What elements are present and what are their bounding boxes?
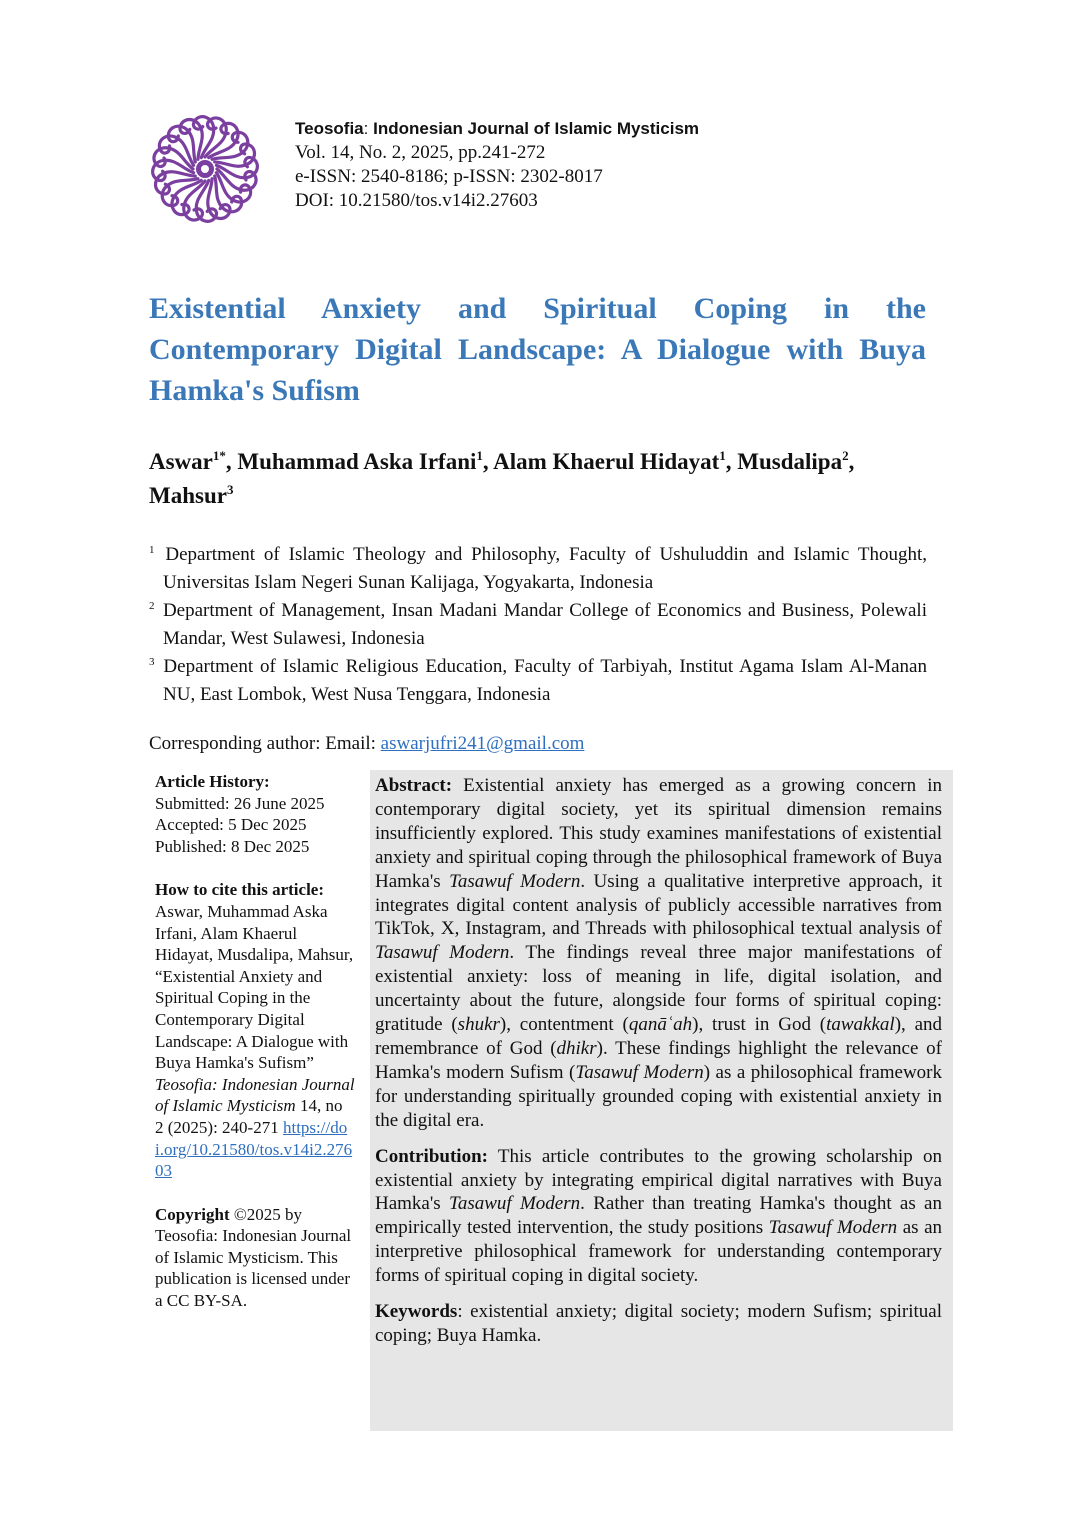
abstract-label: Abstract: bbox=[375, 775, 453, 796]
journal-volume: Vol. 14, No. 2, 2025, pp.241-272 bbox=[295, 142, 546, 163]
abstract-text: ), trust in God ( bbox=[692, 1014, 827, 1036]
keywords-text: : existential anxiety; digital society; modern Sufism; spiritual coping; Buya Hamka. bbox=[375, 1301, 942, 1346]
abstract-text: . Using a qualitative interpretive approach, it integrates digital content analysis of publicly accessible narratives from TikTok, X, Instagram, and Threads with philosophical textual analysis of bbox=[375, 870, 943, 940]
affiliation-item bbox=[149, 597, 927, 653]
author-name: Mahsur bbox=[149, 483, 227, 508]
author-name: Aswar bbox=[149, 449, 213, 474]
affiliation-text: Department of Islamic Theology and Philosophy, Faculty of Ushuluddin and Islamic Thought, Universitas Islam Negeri Sunan Kalijaga, Yogyakarta, Indonesia bbox=[163, 544, 927, 593]
abstract-italic: tawakkal bbox=[826, 1014, 895, 1036]
journal-doi: DOI: 10.21580/tos.v14i2.27603 bbox=[295, 190, 538, 211]
abstract-italic: Tasawuf Modern bbox=[575, 1061, 704, 1083]
abstract-italic: Tasawuf Modern bbox=[449, 870, 581, 892]
abstract-paragraph bbox=[375, 774, 942, 1133]
citation-heading: How to cite this article: bbox=[155, 880, 324, 900]
abstract-italic: dhikr bbox=[556, 1037, 597, 1059]
abstract-text: . The findings reveal three major manifestations of existential anxiety: loss of meaning in life, digital isolation, and uncertainty about the future, alongside four forms of spiritual coping: gratitude ( bbox=[375, 942, 942, 1036]
copyright-text: ©2025 by Teosofia: Indonesian Journal of Islamic Mysticism. This publication is licensed under a CC BY-SA. bbox=[155, 1204, 352, 1311]
contribution-text: . Rather than treating Hamka's thought as an empirically tested intervention, the study positions bbox=[375, 1193, 942, 1239]
keywords-label: Keywords bbox=[375, 1301, 458, 1323]
copyright-block bbox=[155, 1204, 355, 1312]
author-separator: , bbox=[482, 449, 494, 474]
journal-issn: e-ISSN: 2540-8186; p-ISSN: 2302-8017 bbox=[295, 166, 603, 187]
citation-journal: Teosofia: Indonesian Journal of Islamic Mysticism bbox=[155, 1074, 355, 1116]
affiliation-list bbox=[149, 541, 927, 709]
author-separator: , bbox=[725, 449, 738, 474]
contribution-text: as an interpretive philosophical framework for understanding contemporary forms of spiritual coping in digital society. bbox=[375, 1217, 943, 1287]
affiliation-item bbox=[149, 653, 927, 709]
published-date: Published: 8 Dec 2025 bbox=[155, 836, 310, 856]
abstract-text: ), contentment ( bbox=[499, 1014, 629, 1036]
citation-issue: 14, no 2 (2025): 240-271 bbox=[155, 1096, 343, 1137]
affiliation-text: Department of Islamic Religious Education, Faculty of Tarbiyah, Institut Agama Islam Al-Manan NU, East Lombok, West Nusa Tenggara, Indonesia bbox=[163, 656, 927, 705]
author-separator: , bbox=[225, 449, 238, 474]
author-affiliation-mark: 1 bbox=[719, 448, 726, 463]
affiliation-number: 1 bbox=[149, 544, 155, 556]
journal-name bbox=[295, 117, 699, 141]
citation-doi-link[interactable]: https://doi.org/10.21580/tos.v14i2.27603 bbox=[155, 1117, 353, 1181]
author-list bbox=[149, 445, 939, 513]
journal-name-full: Indonesian Journal of Islamic Mysticism bbox=[368, 119, 700, 138]
copyright-heading: Copyright bbox=[155, 1204, 230, 1224]
author-affiliation-mark: 2 bbox=[842, 448, 849, 463]
email-link[interactable]: aswarjufri241@gmail.com bbox=[380, 733, 585, 754]
abstract-text: Existential anxiety has emerged as a growing concern in contemporary digital society, yet its spiritual dimension remains insufficiently explored. This study examines manifestations of existential anxiety and spiritual coping through the philosophical framework of Buya Hamka's bbox=[375, 775, 942, 892]
contribution-italic: Tasawuf Modern bbox=[768, 1217, 898, 1239]
author-name: Alam Khaerul Hidayat bbox=[493, 449, 720, 474]
journal-header bbox=[295, 117, 699, 213]
affiliation-number: 2 bbox=[149, 600, 155, 612]
article-history bbox=[155, 771, 355, 857]
contribution-text: This article contributes to the growing scholarship on existential anxiety by integrating empirical digital narratives with Buya Hamka's bbox=[375, 1145, 942, 1215]
contribution-paragraph bbox=[375, 1145, 942, 1288]
journal-name-separator: : bbox=[363, 119, 369, 138]
author-affiliation-mark: 1 bbox=[476, 448, 483, 463]
affiliation-number: 3 bbox=[149, 656, 155, 668]
author-separator: , bbox=[848, 449, 855, 474]
abstract-text: ). These findings highlight the relevance of Hamka's modern Sufism ( bbox=[375, 1037, 942, 1083]
journal-logo bbox=[140, 104, 270, 234]
accepted-date: Accepted: 5 Dec 2025 bbox=[155, 815, 307, 835]
abstract-box bbox=[370, 770, 953, 1431]
submitted-date: Submitted: 26 June 2025 bbox=[155, 793, 325, 813]
author-affiliation-mark: 1* bbox=[212, 448, 226, 463]
corresponding-author bbox=[149, 731, 584, 757]
abstract-italic: qanāʿah bbox=[628, 1014, 693, 1036]
article-sidebar bbox=[155, 771, 355, 1334]
history-heading: Article History: bbox=[155, 772, 270, 791]
journal-name-short: Teosofia bbox=[295, 119, 364, 138]
corresponding-label: Corresponding author: Email: bbox=[149, 733, 381, 754]
citation-text-main: Aswar, Muhammad Aska Irfani, Alam Khaerul Hidayat, Musdalipa, Mahsur, “Existential Anxiety and Spiritual Coping in the Contemporary Digital Landscape: A Dialogue with Buya Hamka's Sufism” bbox=[155, 901, 354, 1073]
contribution-label: Contribution: bbox=[375, 1145, 488, 1167]
author-name: Musdalipa bbox=[737, 449, 843, 474]
citation-text bbox=[155, 901, 355, 1182]
abstract-text: ), and remembrance of God ( bbox=[375, 1014, 943, 1059]
abstract-italic: Tasawuf Modern bbox=[375, 942, 510, 964]
keywords-paragraph bbox=[375, 1300, 942, 1348]
author-affiliation-mark: 3 bbox=[226, 482, 234, 497]
citation-block bbox=[155, 879, 355, 1181]
affiliation-text: Department of Management, Insan Madani Mandar College of Economics and Business, Polewali Mandar, West Sulawesi, Indonesia bbox=[162, 600, 927, 649]
affiliation-item bbox=[149, 541, 927, 597]
contribution-italic: Tasawuf Modern bbox=[449, 1193, 581, 1215]
abstract-text: ) as a philosophical framework for understanding spiritually grounded coping with existential anxiety in the digital era. bbox=[375, 1061, 943, 1131]
abstract-italic: shukr bbox=[457, 1014, 500, 1036]
article-title: Existential Anxiety and Spiritual Coping in the Contemporary Digital Landscape: A Dialogue with Buya Hamka's Sufism bbox=[149, 292, 926, 407]
author-name: Muhammad Aska Irfani bbox=[237, 449, 477, 474]
